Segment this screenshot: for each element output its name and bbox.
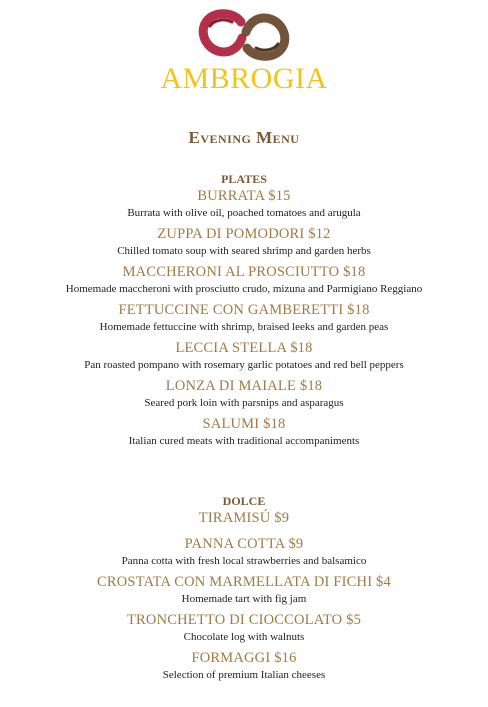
menu-item [0,263,488,298]
menu-item [0,377,488,412]
item-name: LONZA DI MAIALE $18 [165,378,323,394]
item-description: Homemade maccheroni with prosciutto crudo, mizuna and Parmigiano Reggiano [65,283,423,295]
menu-item [0,301,488,336]
plates-section [0,171,488,453]
item-name: TRONCHETTO DI CIOCCOLATO $5 [126,612,362,628]
menu-item [0,187,488,222]
item-name: FORMAGGI $16 [191,650,297,666]
item-name: BURRATA $15 [197,188,291,204]
menu-item [0,535,488,570]
item-description: Homemade tart with fig jam [181,593,307,605]
logo-rings-icon [194,8,294,62]
item-name: ZUPPA DI POMODORI $12 [157,226,331,242]
item-description: Italian cured meats with traditional accompaniments [128,435,360,447]
menu-item [0,611,488,646]
item-name: PANNA COTTA $9 [184,536,304,552]
item-description: Seared pork loin with parsnips and asparagus [144,397,344,409]
menu-title: Evening Menu [188,128,300,147]
menu-item [0,573,488,608]
menu-item [0,649,488,684]
item-name: MACCHERONI AL PROSCIUTTO $18 [122,264,366,280]
menu-item [0,225,488,260]
brand-logo [0,8,488,62]
item-description: Homemade fettuccine with shrimp, braised leeks and garden peas [99,321,389,333]
item-description: Burrata with olive oil, poached tomatoes and arugula [127,207,361,219]
dolce-section [0,493,488,687]
item-description: Selection of premium Italian cheeses [162,669,326,681]
item-name: TIRAMISÚ $9 [198,510,290,526]
item-name: LECCIA STELLA $18 [175,340,313,356]
item-description: Chocolate log with walnuts [183,631,305,643]
item-name: SALUMI $18 [202,416,286,432]
menu-item [0,509,488,527]
item-description: Pan roasted pompano with rosemary garlic potatoes and red bell peppers [84,359,404,371]
item-name: FETTUCCINE CON GAMBERETTI $18 [118,302,370,318]
item-description: Chilled tomato soup with seared shrimp and garden herbs [117,245,371,257]
menu-item [0,415,488,450]
item-name: CROSTATA CON MARMELLATA DI FICHI $4 [97,574,391,590]
menu-item [0,339,488,374]
item-description: Panna cotta with fresh local strawberries and balsamico [121,555,367,567]
section-title-dolce: DOLCE [222,494,266,508]
section-title-plates: PLATES [221,172,267,186]
brand-name: AMBROGIA [160,62,328,95]
